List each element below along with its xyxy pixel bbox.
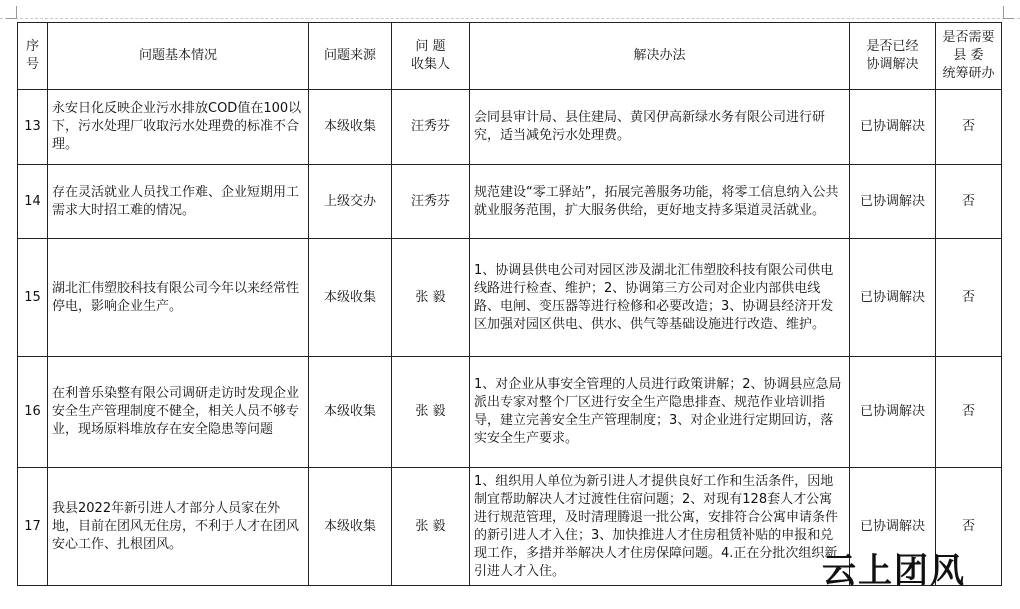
header-desc: 问题基本情况 [48, 23, 309, 90]
header-solution: 解决办法 [470, 23, 850, 90]
row-desc: 在利普乐染整有限公司调研走访时发现企业安全生产管理制度不健全，相关人员不够专业，现场原料堆放存在安全隐患等问题 [48, 357, 309, 468]
header-escalate: 是否需要 县 委 统筹研办 [936, 23, 1002, 90]
row-solution: 1、对企业从事安全管理的人员进行政策讲解；2、协调县应急局派出专家对整个厂区进行安全生产隐患排查、规范作业培训指导，建立完善安全生产管理制度；3、对企业进行定期回访，落实安全生产要求。 [470, 357, 850, 468]
row-escalate: 否 [936, 357, 1002, 468]
row-solution: 会同县审计局、县住建局、黄冈伊高新绿水务有限公司进行研究，适当减免污水处理费。 [470, 90, 850, 165]
row-no: 13 [18, 90, 48, 165]
row-solution: 1、协调县供电公司对园区涉及湖北汇伟塑胶科技有限公司供电线路进行检查、维护；2、协调第三方公司对企业内部供电线路、电闸、变压器等进行检修和必要改造；3、协调县经济开发区加强对园区供电、供水、供气等基础设施进行改造、维护。 [470, 239, 850, 357]
row-collector: 汪秀芬 [392, 90, 470, 165]
page-top-margin-line [0, 18, 1020, 19]
row-resolved: 已协调解决 [850, 165, 936, 239]
header-collector: 问 题 收集人 [392, 23, 470, 90]
row-escalate: 否 [936, 165, 1002, 239]
header-no: 序 号 [18, 23, 48, 90]
header-source: 问题来源 [309, 23, 392, 90]
row-source: 上级交办 [309, 165, 392, 239]
row-source: 本级收集 [309, 239, 392, 357]
table-row [18, 357, 1002, 468]
row-desc: 湖北汇伟塑胶科技有限公司今年以来经常性停电，影响企业生产。 [48, 239, 309, 357]
table-row [18, 165, 1002, 239]
row-source: 本级收集 [309, 90, 392, 165]
row-desc: 我县2022年新引进人才部分人员家在外地，目前在团风无住房，不利于人才在团风安心工作、扎根团风。 [48, 468, 309, 586]
row-resolved: 已协调解决 [850, 90, 936, 165]
row-source: 本级收集 [309, 357, 392, 468]
row-solution: 1、组织用人单位为新引进人才提供良好工作和生活条件，因地制宜帮助解决人才过渡性住宿问题；2、对现有128套人才公寓进行规范管理，及时清理腾退一批公寓，安排符合公寓申请条件的新引进人才入住；3、加快推进人才住房租赁补贴的申报和兑现工作，多措并举解决人才住房保障问题。4.正在分批次组织新引进人才入住。 [470, 468, 850, 586]
page-corner-mark-right [1003, 6, 1014, 19]
table-row [18, 90, 1002, 165]
table-row [18, 239, 1002, 357]
row-escalate: 否 [936, 90, 1002, 165]
row-source: 本级收集 [309, 468, 392, 586]
row-resolved: 已协调解决 [850, 357, 936, 468]
row-no: 17 [18, 468, 48, 586]
row-escalate: 否 [936, 468, 1002, 586]
row-no: 16 [18, 357, 48, 468]
row-no: 14 [18, 165, 48, 239]
table-header-row [18, 23, 1002, 90]
watermark-logo-text: 云上团风 [822, 551, 966, 591]
row-collector: 张 毅 [392, 357, 470, 468]
row-solution: 规范建设“零工驿站”，拓展完善服务功能，将零工信息纳入公共就业服务范围，扩大服务供给，更好地支持多渠道灵活就业。 [470, 165, 850, 239]
issues-table [17, 22, 1002, 586]
row-resolved: 已协调解决 [850, 468, 936, 586]
row-desc: 存在灵活就业人员找工作难、企业短期用工需求大时招工难的情况。 [48, 165, 309, 239]
row-collector: 张 毅 [392, 468, 470, 586]
header-resolved: 是否已经 协调解决 [850, 23, 936, 90]
row-desc: 永安日化反映企业污水排放COD值在100以下，污水处理厂收取污水处理费的标准不合理。 [48, 90, 309, 165]
row-collector: 张 毅 [392, 239, 470, 357]
page-corner-mark-left [6, 6, 17, 19]
row-no: 15 [18, 239, 48, 357]
row-collector: 汪秀芬 [392, 165, 470, 239]
row-resolved: 已协调解决 [850, 239, 936, 357]
row-escalate: 否 [936, 239, 1002, 357]
